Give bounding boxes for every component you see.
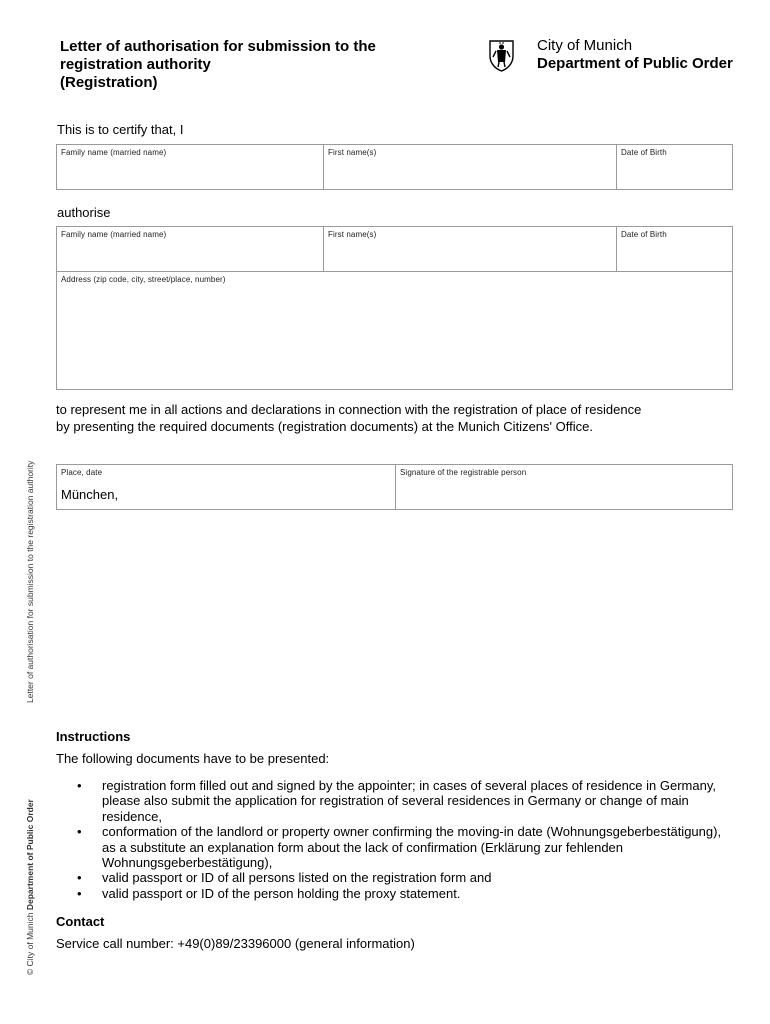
form-title [60, 38, 460, 92]
certify-intro: This is to certify that, I [57, 122, 184, 137]
representative-details-box [56, 226, 733, 272]
copyright-dept: Department of Public Order [25, 799, 35, 911]
principal-dob-field[interactable] [616, 145, 732, 189]
list-item: • conformation of the landlord or property owner confirming the moving-in date (Wohnungsgeberbestätigung), as a substitute an explanation form about the lack of confirmation (Erklärung zur fehlenden Wohnungsgeberbestätigung), [56, 824, 726, 870]
principal-dob-label: Date of Birth [621, 148, 667, 157]
list-item: • valid passport or ID of all persons listed on the registration form and [56, 870, 726, 885]
department-name: Department of Public Order [537, 55, 733, 72]
copyright-prefix: © City of Munich [25, 912, 35, 975]
authorisation-statement [56, 401, 736, 435]
sidebar-copyright [25, 799, 35, 975]
statement-line-2: by presenting the required documents (registration documents) at the Munich Citizens' Office. [56, 419, 593, 434]
principal-first-names-field[interactable] [323, 145, 616, 189]
list-item: • registration form filled out and signed by the appointer; in cases of several places of residence in Germany, please also submit the application for registration of several residences in Germany or change of main residence, [56, 778, 726, 824]
contact-heading: Contact [56, 914, 105, 929]
signature-field[interactable] [395, 465, 732, 509]
authorise-intro: authorise [57, 205, 111, 220]
principal-details-box [56, 144, 733, 190]
required-documents-list [56, 778, 726, 901]
service-call-number: Service call number: +49(0)89/23396000 (general information) [56, 936, 415, 951]
sidebar-form-title: Letter of authorisation for submission to the registration authority [25, 460, 35, 703]
munich-crest-logo [487, 38, 516, 72]
representative-family-name-label: Family name (married name) [61, 230, 167, 239]
statement-line-1: to represent me in all actions and declarations in connection with the registration of place of residence [56, 402, 642, 417]
representative-dob-label: Date of Birth [621, 230, 667, 239]
representative-address-field[interactable] [56, 271, 733, 390]
signature-label: Signature of the registrable person [400, 468, 527, 477]
principal-first-names-label: First name(s) [328, 148, 377, 157]
place-date-field[interactable] [57, 465, 395, 509]
list-item: • valid passport or ID of the person holding the proxy statement. [56, 886, 726, 901]
representative-first-names-label: First name(s) [328, 230, 377, 239]
city-name: City of Munich [537, 37, 633, 54]
place-value: München, [61, 487, 119, 502]
title-line-3: (Registration) [60, 74, 158, 91]
principal-family-name-field[interactable] [57, 145, 323, 189]
title-line-1: Letter of authorisation for submission to the [60, 38, 376, 55]
instructions-heading: Instructions [56, 729, 131, 744]
representative-family-name-field[interactable] [57, 227, 323, 271]
representative-first-names-field[interactable] [323, 227, 616, 271]
address-label: Address (zip code, city, street/place, number) [61, 275, 226, 284]
representative-dob-field[interactable] [616, 227, 732, 271]
place-date-label: Place, date [61, 468, 103, 477]
signature-box [56, 464, 733, 510]
principal-family-name-label: Family name (married name) [61, 148, 167, 157]
instructions-intro: The following documents have to be presented: [56, 751, 330, 766]
title-line-2: registration authority [60, 56, 211, 73]
